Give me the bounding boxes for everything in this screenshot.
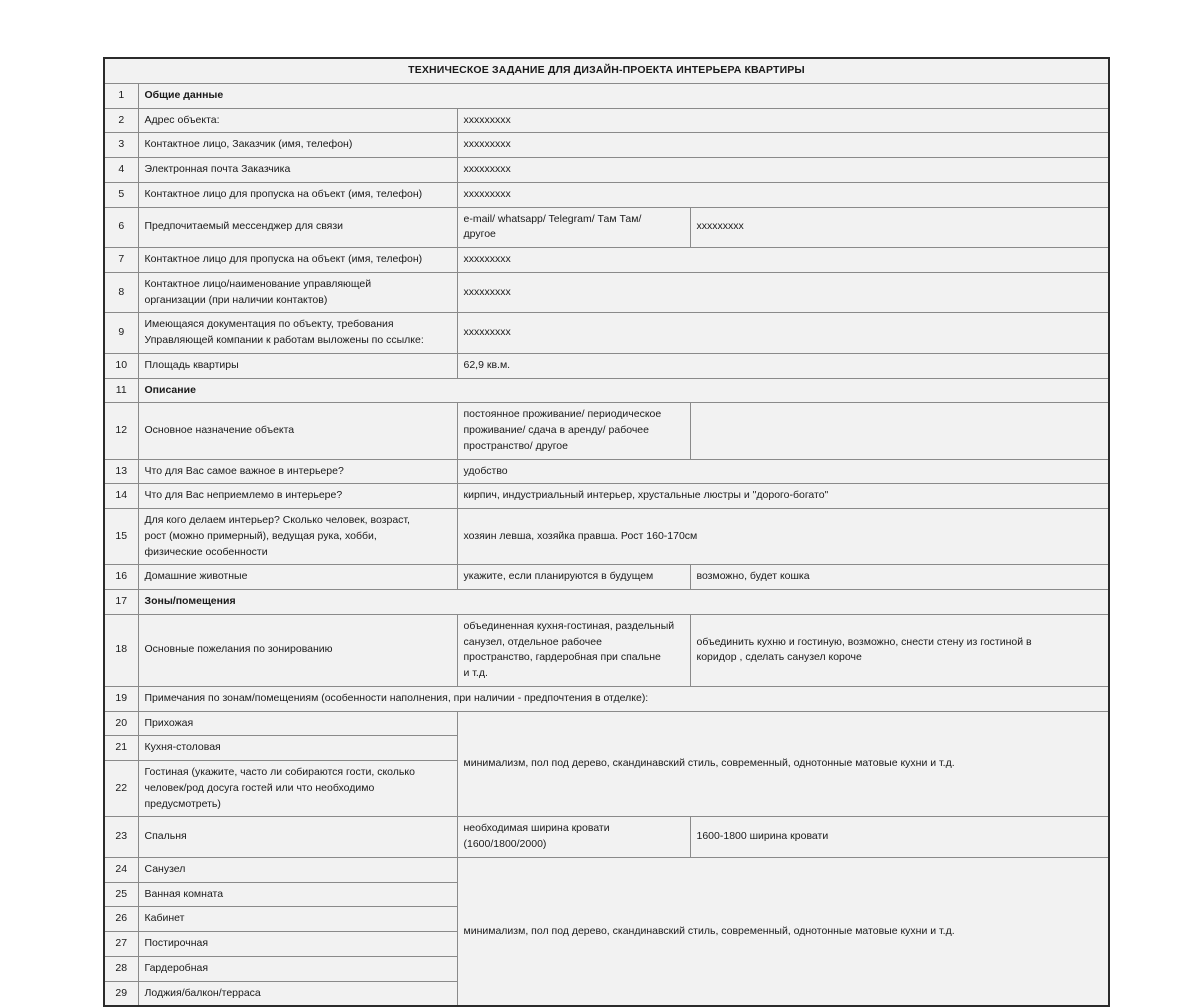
row-label-living-room (138, 761, 457, 817)
zoning-note-line-2: коридор , сделать санузел короче (696, 651, 862, 664)
table-row-11 (104, 378, 1109, 403)
subsection-header-room-notes: Примечания по зонам/помещениям (особенности наполнения, при наличии - предпочтения в отделке): (138, 686, 1109, 711)
row-value-most-important[interactable]: удобство (457, 459, 1109, 484)
label-line-2: человек/род досуга гостей или что необходимо (144, 781, 375, 794)
row-label-area: Площадь квартиры (138, 353, 457, 378)
table-row-4 (104, 158, 1109, 183)
label-line-1: Имеющаяся документация по объекту, требования (144, 318, 394, 331)
table-row-12 (104, 403, 1109, 459)
row-number: 10 (104, 353, 138, 378)
row-number: 25 (104, 882, 138, 907)
row-value-residents[interactable]: хозяин левша, хозяйка правша. Рост 160-170см (457, 509, 1109, 565)
table-row-2 (104, 108, 1109, 133)
row-value-zoning[interactable] (690, 614, 1109, 686)
table-row-6 (104, 207, 1109, 248)
row-label-wardrobe: Гардеробная (138, 956, 457, 981)
messenger-option-line-2: другое (463, 228, 496, 241)
row-value-contact-customer[interactable]: xxxxxxxxx (457, 133, 1109, 158)
bedroom-hint-line-2: (1600/1800/2000) (463, 838, 547, 850)
requirements-table (103, 57, 1110, 1007)
row-label-pets: Домашние животные (138, 565, 457, 590)
table-row-8 (104, 272, 1109, 313)
row-number: 26 (104, 907, 138, 932)
row-options-messenger (457, 207, 690, 248)
table-row-20 (104, 711, 1109, 736)
row-value-purpose[interactable] (690, 403, 1109, 459)
row-label-kitchen-dining: Кухня-столовая (138, 736, 457, 761)
row-number: 3 (104, 133, 138, 158)
document-title: ТЕХНИЧЕСКОЕ ЗАДАНИЕ ДЛЯ ДИЗАЙН-ПРОЕКТА ИНТЕРЬЕРА КВАРТИРЫ (104, 58, 1109, 83)
row-options-purpose (457, 403, 690, 459)
row-number: 24 (104, 857, 138, 882)
row-number: 6 (104, 207, 138, 248)
table-row-3 (104, 133, 1109, 158)
row-label-messenger: Предпочитаемый мессенджер для связи (138, 207, 457, 248)
row-number: 1 (104, 83, 138, 108)
section-header-description: Описание (138, 378, 1109, 403)
bedroom-hint-line-1: необходимая ширина кровати (463, 822, 610, 835)
row-label-unacceptable: Что для Вас неприемлемо в интерьере? (138, 484, 457, 509)
table-row-23 (104, 817, 1109, 858)
label-line-2: Управляющей компании к работам выложены по ссылке: (144, 334, 424, 346)
row-number: 23 (104, 817, 138, 858)
row-label-bathroom: Ванная комната (138, 882, 457, 907)
row-label-purpose: Основное назначение объекта (138, 403, 457, 459)
row-label-address: Адрес объекта: (138, 108, 457, 133)
table-row-14 (104, 484, 1109, 509)
purpose-option-line-2: проживание/ сдача в аренду/ рабочее (463, 424, 649, 436)
table-row-17 (104, 590, 1109, 615)
row-label-zoning: Основные пожелания по зонированию (138, 614, 457, 686)
row-hint-pets: укажите, если планируются в будущем (457, 565, 690, 590)
table-row-19 (104, 686, 1109, 711)
row-number: 19 (104, 686, 138, 711)
row-value-pets[interactable]: возможно, будет кошка (690, 565, 1109, 590)
rooms-note-top[interactable]: минимализм, пол под дерево, скандинавский стиль, современный, однотонные матовые кухни и т.д. (457, 711, 1109, 817)
label-line-2: рост (можно примерный), ведущая рука, хобби, (144, 529, 377, 542)
table-row-16 (104, 565, 1109, 590)
zoning-option-line-4: и т.д. (463, 667, 488, 679)
row-label-balcony: Лоджия/балкон/терраса (138, 981, 457, 1006)
label-line-3: физические особенности (144, 545, 268, 558)
row-label-hallway: Прихожая (138, 711, 457, 736)
row-label-contact-customer: Контактное лицо, Заказчик (имя, телефон) (138, 133, 457, 158)
label-line-1: Для кого делаем интерьер? Сколько человек, возраст, (144, 514, 410, 526)
row-value-documentation[interactable]: xxxxxxxxx (457, 313, 1109, 354)
row-value-access-contact-2[interactable]: xxxxxxxxx (457, 248, 1109, 273)
table-row-1 (104, 83, 1109, 108)
row-label-residents (138, 509, 457, 565)
messenger-option-line-1: e-mail/ whatsapp/ Telegram/ Там Там/ (463, 212, 642, 225)
row-number: 15 (104, 509, 138, 565)
row-number: 18 (104, 614, 138, 686)
table-row-13 (104, 459, 1109, 484)
table-title-row (104, 58, 1109, 83)
row-number: 16 (104, 565, 138, 590)
label-line-3: предусмотреть) (144, 797, 221, 810)
row-number: 7 (104, 248, 138, 273)
table-row-9 (104, 313, 1109, 354)
row-number: 9 (104, 313, 138, 354)
row-options-zoning (457, 614, 690, 686)
row-value-management-company[interactable]: xxxxxxxxx (457, 272, 1109, 313)
row-number: 13 (104, 459, 138, 484)
zoning-option-line-2: санузел, отдельное рабочее (463, 635, 602, 648)
row-number: 21 (104, 736, 138, 761)
row-number: 17 (104, 590, 138, 615)
label-line-1: Контактное лицо/наименование управляющей (144, 277, 372, 290)
zoning-note-line-1: объединить кухню и гостиную, возможно, снести стену из гостиной в (696, 635, 1032, 648)
row-label-study: Кабинет (138, 907, 457, 932)
label-line-2: организации (при наличии контактов) (144, 293, 328, 306)
row-number: 14 (104, 484, 138, 509)
row-label-most-important: Что для Вас самое важное в интерьере? (138, 459, 457, 484)
row-value-address[interactable]: xxxxxxxxx (457, 108, 1109, 133)
zoning-option-line-3: пространство, гардеробная при спальне (463, 651, 661, 664)
row-number: 11 (104, 378, 138, 403)
row-label-bedroom: Спальня (138, 817, 457, 858)
row-label-access-contact: Контактное лицо для пропуска на объект (имя, телефон) (138, 182, 457, 207)
table-row-24 (104, 857, 1109, 882)
row-number: 22 (104, 761, 138, 817)
table-row-18 (104, 614, 1109, 686)
row-label-management-company (138, 272, 457, 313)
row-label-laundry: Постирочная (138, 932, 457, 957)
table-row-15 (104, 509, 1109, 565)
row-number: 29 (104, 981, 138, 1006)
row-value-email[interactable]: xxxxxxxxx (457, 158, 1109, 183)
row-label-email: Электронная почта Заказчика (138, 158, 457, 183)
section-header-zones: Зоны/помещения (138, 590, 1109, 615)
row-label-access-contact-2: Контактное лицо для пропуска на объект (имя, телефон) (138, 248, 457, 273)
row-number: 5 (104, 182, 138, 207)
row-number: 4 (104, 158, 138, 183)
table-row-10 (104, 353, 1109, 378)
rooms-note-bottom[interactable]: минимализм, пол под дерево, скандинавский стиль, современный, однотонные матовые кухни и т.д. (457, 857, 1109, 1006)
label-line-1: Гостиная (укажите, часто ли собираются гости, сколько (144, 766, 415, 778)
row-label-wc: Санузел (138, 857, 457, 882)
row-number: 8 (104, 272, 138, 313)
table-row-7 (104, 248, 1109, 273)
row-label-documentation (138, 313, 457, 354)
row-number: 28 (104, 956, 138, 981)
row-hint-bedroom (457, 817, 690, 858)
purpose-option-line-3: пространство/ другое (463, 439, 568, 452)
row-number: 27 (104, 932, 138, 957)
row-value-bedroom[interactable]: 1600-1800 ширина кровати (690, 817, 1109, 858)
table-row-5 (104, 182, 1109, 207)
row-number: 20 (104, 711, 138, 736)
row-value-unacceptable[interactable]: кирпич, индустриальный интерьер, хрустальные люстры и "дорого-богато" (457, 484, 1109, 509)
section-header-general: Общие данные (138, 83, 1109, 108)
row-value-area[interactable]: 62,9 кв.м. (457, 353, 1109, 378)
row-number: 2 (104, 108, 138, 133)
purpose-option-line-1: постоянное проживание/ периодическое (463, 408, 662, 421)
zoning-option-line-1: объединенная кухня-гостиная, раздельный (463, 619, 675, 632)
row-number: 12 (104, 403, 138, 459)
row-value-access-contact[interactable]: xxxxxxxxx (457, 182, 1109, 207)
row-value-messenger[interactable]: xxxxxxxxx (690, 207, 1109, 248)
